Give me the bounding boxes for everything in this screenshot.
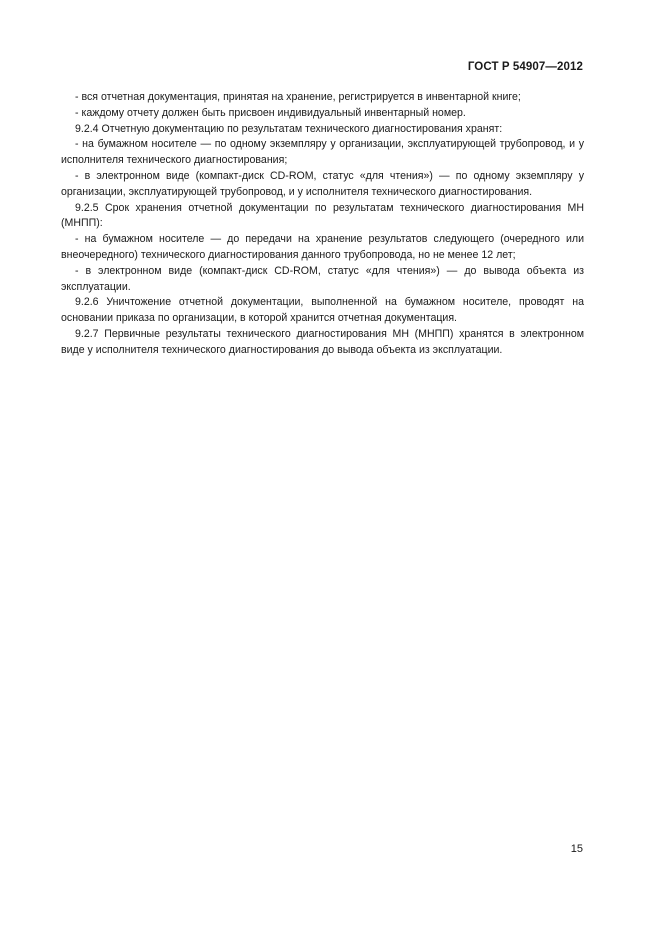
paragraph-electronic-copy: - в электронном виде (компакт-диск CD-ROM, статус «для чтения») — по одному экземпляру у организации, эксплуатирующей трубопровод, и у исполнителя технического диагностирования. — [61, 169, 584, 198]
paragraph-9-2-4: 9.2.4 Отчетную документацию по результатам технического диагностирования хранят: — [75, 122, 503, 135]
paragraph-inventory-number: - каждому отчету должен быть присвоен индивидуальный инвентарный номер. — [75, 106, 466, 119]
paragraph-9-2-5: 9.2.5 Срок хранения отчетной документации по результатам технического диагностирования МН (МНПП): — [61, 201, 584, 230]
paragraph-9-2-7: 9.2.7 Первичные результаты технического диагностирования МН (МНПП) хранятся в электронном виде у исполнителя технического диагностирования до вывода объекта из эксплуатации. — [61, 327, 584, 356]
paragraph-paper-copy: - на бумажном носителе — по одному экземпляру у организации, эксплуатирующей трубопровод, и у исполнителя технического диагностирования; — [61, 138, 584, 167]
document-body — [61, 90, 584, 359]
page-number: 15 — [570, 843, 583, 855]
paragraph-9-2-6: 9.2.6 Уничтожение отчетной документации, выполненной на бумажном носителе, проводят на основании приказа по организации, в которой хранится отчетная документация. — [61, 296, 584, 325]
document-header-code: ГОСТ Р 54907—2012 — [467, 61, 583, 73]
paragraph-registration: - вся отчетная документация, принятая на хранение, регистрируется в инвентарной книге; — [75, 91, 521, 103]
paragraph-electronic-retention: - в электронном виде (компакт-диск CD-ROM, статус «для чтения») — до вывода объекта из эксплуатации. — [61, 264, 584, 293]
paragraph-paper-retention: - на бумажном носителе — до передачи на хранение результатов следующего (очередного или внеочередного) технического диагностирования данного трубопровода, но не менее 12 лет; — [61, 233, 584, 261]
